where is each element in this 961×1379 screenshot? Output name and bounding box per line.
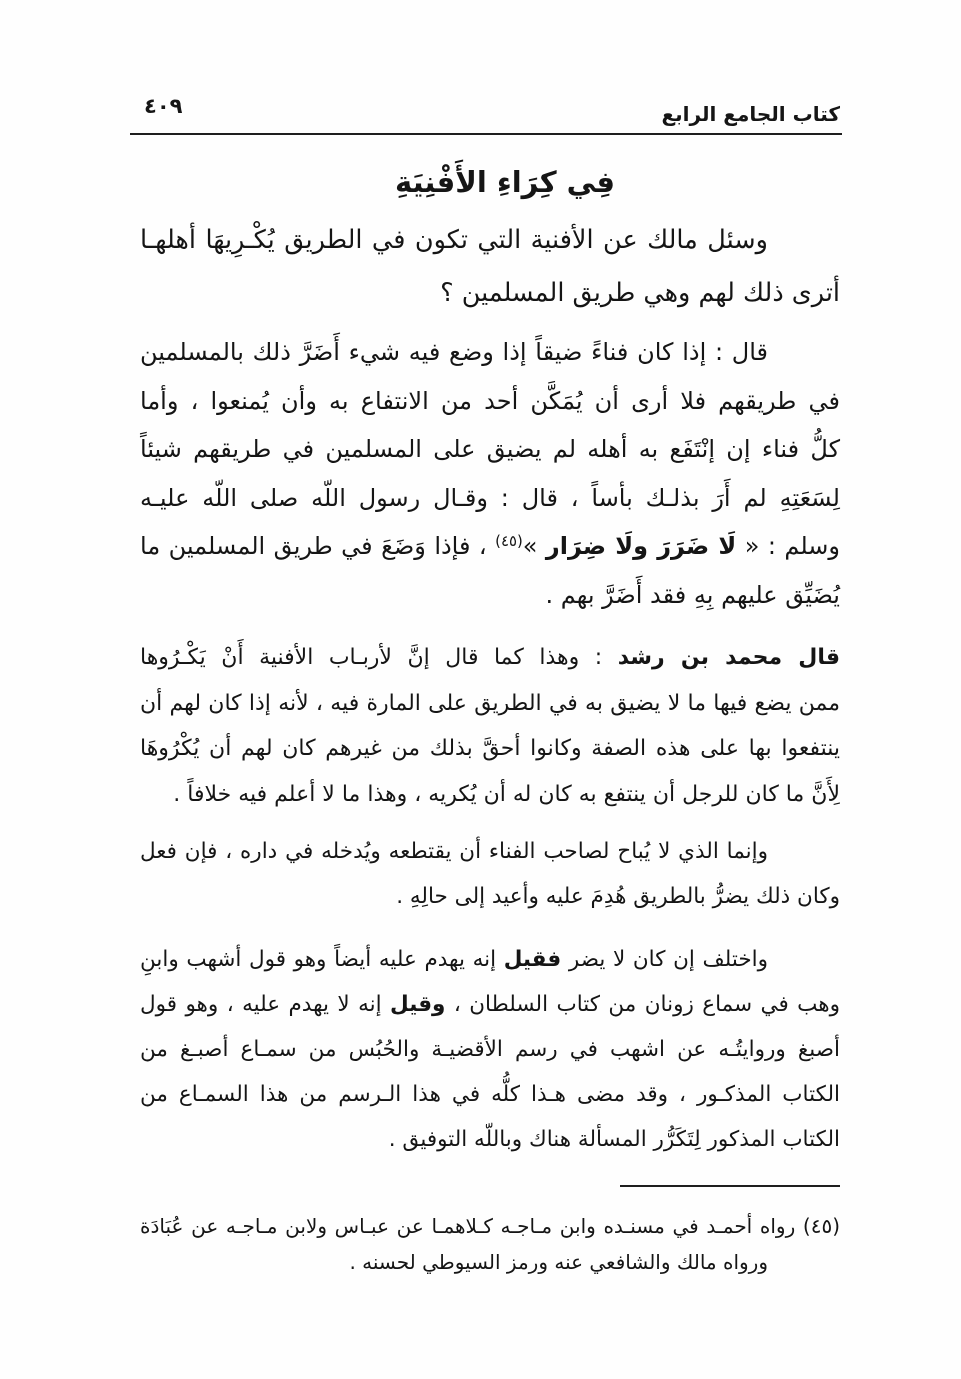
commentary-line: [140, 937, 840, 982]
commentary-line: ينتفعوا بها على هذه الصفة وكانوا أحقَّ بذلك من غيرهم كان لهم أن يُكْرُوهَا: [140, 736, 840, 762]
answer-line: [140, 522, 840, 571]
commentary-line: أصبغ وروايتُـه عن اشهب في رسم الأقضيـة والحُبُس من سمـاع أصبـغ من: [140, 1037, 840, 1062]
commentary-line: وكان ذلك يضرُّ بالطريق هُدِمَ عليه وأعيد إلى حالِهِ .: [396, 884, 840, 909]
opinion-marker: فقيل: [503, 947, 562, 972]
footnote-line: ورواه مالك والشافعي عنه ورمز السيوطي لحسنه .: [349, 1250, 768, 1274]
question-paragraph: [140, 214, 840, 320]
footnote-line: (٤٥) رواه أحمـد في مسنـده وابن مـاجـه كـلاهمـا عن عبـاس ولابن مـاجـه عن عُبَادَة: [140, 1214, 840, 1238]
commentary-line: [140, 635, 840, 681]
answer-text: ، فإذا وَضَعَ في طريق المسلمين ما: [140, 532, 487, 561]
hadith-quote: لَا ضَرَرَ ولَا ضِرَار: [545, 532, 737, 561]
running-header: [140, 92, 840, 130]
opinion-marker: وقيل: [390, 992, 446, 1017]
header-rule: [130, 133, 842, 135]
commentary-text: واختلف إن كان لا يضر: [568, 947, 768, 972]
answer-text: وسلم : «: [744, 532, 841, 561]
commentary-paragraph: [140, 937, 840, 1162]
answer-line: لِسَعَتِهِ لم أَرَ بذلـك بأساً ، قال : وقـال رسول اللّه صلى اللّه عليـه: [140, 483, 840, 512]
answer-line: قال : إذا كان فناءً ضيقاً إذا وضع فيه شيء أَضَرَّ ذلك بالمسلمين: [140, 338, 768, 366]
answer-line: كلُّ فناء إن إنْتَفَع به أهله لم يضيق على المسلمين في طريقهم شيئاً: [140, 435, 840, 464]
commentary-paragraph: [140, 635, 840, 818]
commentary-text: إنه يهدم عليه أيضاً وهو قول أشهب وابنِ: [140, 947, 497, 972]
commentary-text: وهب في سماع زونان من كتاب السلطان ،: [453, 992, 840, 1017]
footnote: [140, 1208, 840, 1280]
answer-line: يُضَيِّق عليهم بِهِ فقد أَضَرَّ بهم .: [545, 580, 840, 609]
page-number: ٤٠٩: [144, 94, 183, 118]
commentary-text: : وهذا كما قال إنَّ لأربـاب الأفنية أَنْ يَكْـرُوها: [140, 645, 603, 670]
commentary-line: وإنما الذي لا يُباح لصاحب الفناء أن يقتطعه ويُدخله في داره ، فإن فعل: [140, 839, 768, 864]
commentator-name: قال محمد بن رشد: [617, 645, 840, 670]
commentary-line: [140, 982, 840, 1027]
answer-line: في طريقهم فلا أرى أن يُمَكَّن أحد من الانتفاع به وأن يُمنعوا ، وأما: [140, 386, 840, 415]
commentary-line: ممن يضع فيها ما لا يضيق به في الطريق على المارة فيه ، لأنه إذا كان لهم أن: [140, 690, 840, 716]
commentary-text: إنه لا يهدم عليه ، وهو قول: [140, 992, 382, 1017]
commentary-line: الكتاب المذكـور ، وقد مضى هـذا كلُّه في هذا الـرسم من هذا السمـاع من: [140, 1082, 840, 1107]
commentary-line: لِأَنَّ ما كان للرجل أن ينتفع به كان له أن يُكريه ، وهذا ما لا أعلم فيه خلافاً .: [173, 782, 840, 808]
commentary-line: الكتاب المذكور لِتَكَرُّر المسألة هناك وباللّه التوفيق .: [388, 1127, 840, 1152]
quote-close: »: [522, 532, 538, 561]
section-title: فِي كِرَاءِ الأَفْنِيَةِ: [395, 165, 615, 199]
footnote-rule: [620, 1185, 840, 1187]
commentary-paragraph: [140, 829, 840, 919]
question-line: أترى ذلك لهم وهي طريق المسلمين ؟: [440, 278, 840, 308]
question-line: وسئل مالك عن الأفنية التي تكون في الطريق يُكْـرِيهَا أهلهـا: [140, 225, 768, 255]
book-title: كتاب الجامع الرابع: [661, 102, 840, 126]
answer-paragraph: [140, 328, 840, 620]
footnote-ref: (٤٥): [495, 532, 523, 551]
